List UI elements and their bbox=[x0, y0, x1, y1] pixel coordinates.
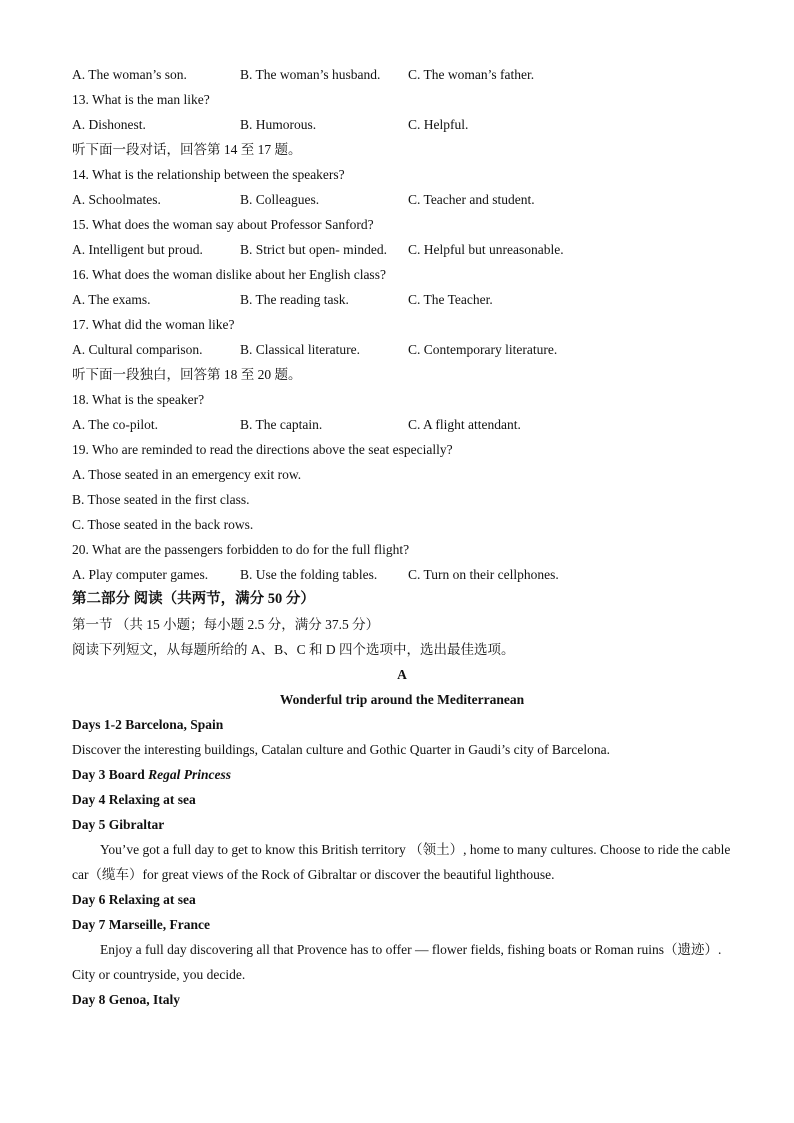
option-b[interactable]: B. Colleagues. bbox=[240, 192, 320, 207]
ship-name: Regal Princess bbox=[148, 767, 232, 782]
question-16: 16. What does the woman dislike about her English class? bbox=[72, 267, 386, 282]
day-8-heading: Day 8 Genoa, Italy bbox=[72, 992, 180, 1007]
option-c[interactable]: C. A flight attendant. bbox=[408, 417, 521, 432]
section1-heading: 第一节 （共 15 小题；每小题 2.5 分，满分 37.5 分） bbox=[72, 617, 380, 632]
passage-letter: A bbox=[397, 667, 407, 682]
question-17: 17. What did the woman like? bbox=[72, 317, 235, 332]
option-a[interactable]: A. Play computer games. bbox=[72, 567, 209, 582]
option-c[interactable]: C. Teacher and student. bbox=[408, 192, 535, 207]
option-c[interactable]: C. Turn on their cellphones. bbox=[408, 567, 559, 582]
option-b[interactable]: B. Those seated in the first class. bbox=[72, 492, 250, 507]
q17-options bbox=[72, 337, 732, 362]
day-4-heading: Day 4 Relaxing at sea bbox=[72, 792, 196, 807]
option-c[interactable]: C. Those seated in the back rows. bbox=[72, 517, 254, 532]
day-7-text: Enjoy a full day discovering all that Provence has to offer — flower fields, fishing boats or Roman ruins（遗迹）. City or countryside, you decide. bbox=[72, 942, 722, 982]
option-c[interactable]: C. Helpful but unreasonable. bbox=[408, 242, 564, 257]
option-b[interactable]: B. The captain. bbox=[240, 417, 323, 432]
option-a[interactable]: A. Cultural comparison. bbox=[72, 342, 203, 357]
question-15: 15. What does the woman say about Professor Sanford? bbox=[72, 217, 374, 232]
day-5-heading: Day 5 Gibraltar bbox=[72, 817, 165, 832]
day-7-heading: Day 7 Marseille, France bbox=[72, 917, 210, 932]
q20-options bbox=[72, 562, 732, 587]
q16-options bbox=[72, 287, 732, 312]
option-c[interactable]: C. Contemporary literature. bbox=[408, 342, 558, 357]
option-a[interactable]: A. The exams. bbox=[72, 292, 151, 307]
option-c[interactable]: C. The woman’s father. bbox=[408, 67, 535, 82]
question-19: 19. Who are reminded to read the directions above the seat especially? bbox=[72, 442, 453, 457]
option-b[interactable]: B. Humorous. bbox=[240, 117, 317, 132]
q12-options bbox=[72, 62, 732, 87]
q14-options bbox=[72, 187, 732, 212]
day-1-2-heading: Days 1-2 Barcelona, Spain bbox=[72, 717, 224, 732]
q13-options bbox=[72, 112, 732, 137]
day-1-2-text: Discover the interesting buildings, Catalan culture and Gothic Quarter in Gaudi’s city of Barcelona. bbox=[72, 742, 610, 757]
option-b[interactable]: B. Strict but open- minded. bbox=[240, 242, 387, 257]
question-14: 14. What is the relationship between the speakers? bbox=[72, 167, 345, 182]
option-b[interactable]: B. The reading task. bbox=[240, 292, 349, 307]
option-a[interactable]: A. The woman’s son. bbox=[72, 67, 187, 82]
passage-title: Wonderful trip around the Mediterranean bbox=[279, 692, 525, 707]
option-a[interactable]: A. Dishonest. bbox=[72, 117, 146, 132]
q15-options bbox=[72, 237, 732, 262]
option-b[interactable]: B. The woman’s husband. bbox=[240, 67, 381, 82]
option-a[interactable]: A. Intelligent but proud. bbox=[72, 242, 203, 257]
option-a[interactable]: A. The co-pilot. bbox=[72, 417, 158, 432]
instruction-18-20: 听下面一段独白，回答第 18 至 20 题。 bbox=[72, 367, 302, 382]
question-18: 18. What is the speaker? bbox=[72, 392, 205, 407]
option-a[interactable]: A. Schoolmates. bbox=[72, 192, 161, 207]
option-c[interactable]: C. The Teacher. bbox=[408, 292, 493, 307]
day-3-prefix: Day 3 Board bbox=[72, 767, 149, 782]
option-b[interactable]: B. Classical literature. bbox=[240, 342, 360, 357]
option-a[interactable]: A. Those seated in an emergency exit row. bbox=[72, 467, 302, 482]
day-5-text: You’ve got a full day to get to know this British territory （领土）, home to many cultures. Choose to ride the cable car（缆车）for great views of the Rock of Gibraltar or discover the beautiful lighthouse. bbox=[72, 842, 731, 882]
day-6-heading: Day 6 Relaxing at sea bbox=[72, 892, 196, 907]
instruction-14-17: 听下面一段对话，回答第 14 至 17 题。 bbox=[72, 142, 302, 157]
exam-page bbox=[72, 62, 732, 1012]
day-3-heading bbox=[72, 762, 732, 787]
part2-heading: 第二部分 阅读（共两节，满分 50 分） bbox=[72, 591, 315, 607]
question-20: 20. What are the passengers forbidden to do for the full flight? bbox=[72, 542, 410, 557]
reading-instruction: 阅读下列短文，从每题所给的 A、B、C 和 D 四个选项中，选出最佳选项。 bbox=[72, 642, 515, 657]
option-b[interactable]: B. Use the folding tables. bbox=[240, 567, 378, 582]
q18-options bbox=[72, 412, 732, 437]
option-c[interactable]: C. Helpful. bbox=[408, 117, 469, 132]
question-13: 13. What is the man like? bbox=[72, 92, 210, 107]
